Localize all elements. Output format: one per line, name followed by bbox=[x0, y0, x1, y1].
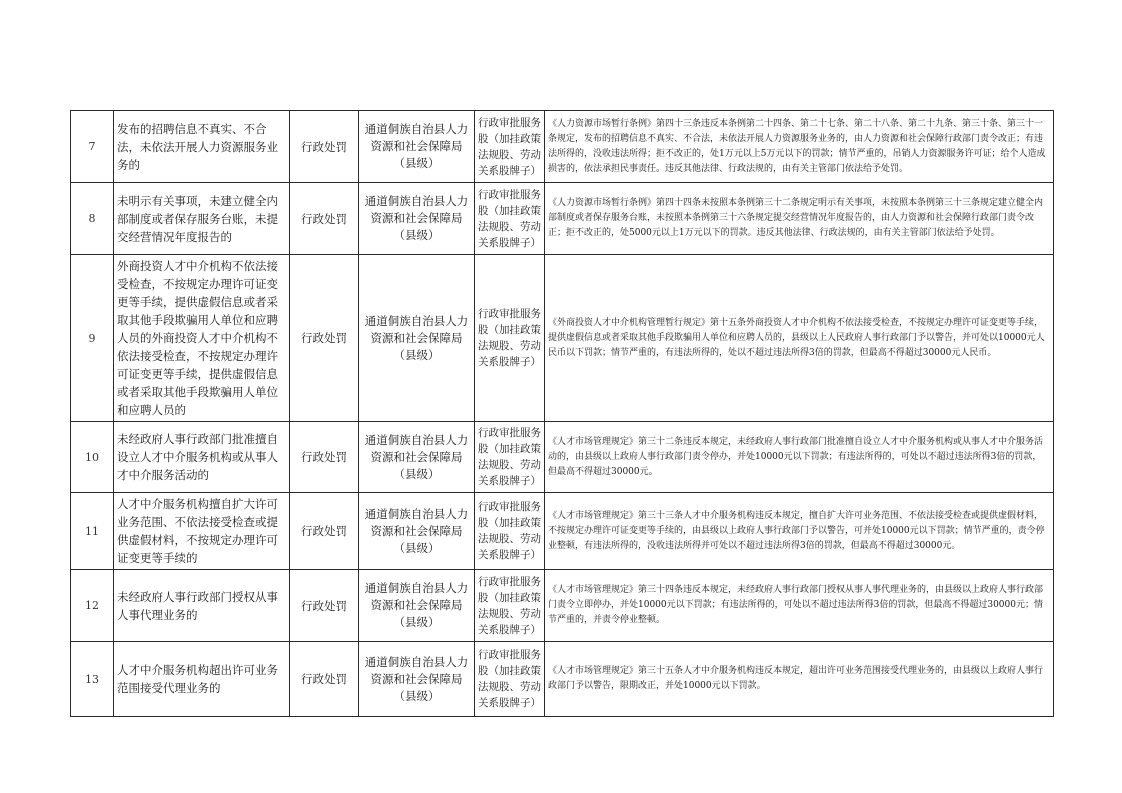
table-row bbox=[71, 183, 1054, 255]
row-number: 11 bbox=[71, 493, 114, 570]
category: 行政处罚 bbox=[290, 111, 359, 183]
legal-basis: 《人力资源市场暂行条例》第四十三条违反本条例第二十四条、第二十七条、第二十八条、第二十九条、第三十条、第三十一条规定，发布的招聘信息不真实、不合法，未依法开展人力资源服务业务的，由人力资源和社会保障行政部门责令改正；有违法所得的，没收违法所得；拒不改正的，处1万元以上5万元以下的罚款；情节严重的，吊销人力资源服务许可证；给个人造成损害的，依法承担民事责任。违反其他法律、行政法规的，由有关主管部门依法给予处罚。 bbox=[545, 111, 1054, 183]
department: 通道侗族自治县人力资源和社会保障局（县级） bbox=[359, 493, 475, 570]
row-number: 8 bbox=[71, 183, 114, 255]
table-body bbox=[71, 111, 1054, 717]
row-number: 13 bbox=[71, 642, 114, 717]
responsible-unit: 行政审批服务股（加挂政策法规股、劳动关系股牌子） bbox=[475, 642, 545, 717]
violation-item: 未经政府人事行政部门批准擅自设立人才中介服务机构或从事人才中介服务活动的 bbox=[114, 422, 290, 493]
table-row bbox=[71, 111, 1054, 183]
category: 行政处罚 bbox=[290, 642, 359, 717]
violation-item: 发布的招聘信息不真实、不合法，未依法开展人力资源服务业务的 bbox=[114, 111, 290, 183]
category: 行政处罚 bbox=[290, 570, 359, 642]
department: 通道侗族自治县人力资源和社会保障局（县级） bbox=[359, 642, 475, 717]
legal-basis: 《人才市场管理规定》第三十五条人才中介服务机构违反本规定，超出许可业务范围接受代理业务的，由县级以上政府人事行政部门予以警告，限期改正，并处10000元以下罚款。 bbox=[545, 642, 1054, 717]
legal-basis: 《人才市场管理规定》第三十二条违反本规定，未经政府人事行政部门批准擅自设立人才中介服务机构或从事人才中介服务活动的，由县级以上政府人事行政部门责令停办，并处10000元以下罚款；有违法所得的，可处以不超过违法所得3倍的罚款，但最高不得超过30000元。 bbox=[545, 422, 1054, 493]
department: 通道侗族自治县人力资源和社会保障局（县级） bbox=[359, 570, 475, 642]
responsible-unit: 行政审批服务股（加挂政策法规股、劳动关系股牌子） bbox=[475, 493, 545, 570]
department: 通道侗族自治县人力资源和社会保障局（县级） bbox=[359, 422, 475, 493]
table-row bbox=[71, 642, 1054, 717]
violation-item: 未经政府人事行政部门授权从事人事代理业务的 bbox=[114, 570, 290, 642]
legal-basis: 《人才市场管理规定》第三十三条人才中介服务机构违反本规定，擅自扩大许可业务范围、不依法接受检查或提供虚假材料，不按规定办理许可证变更等手续的，由县级以上政府人事行政部门予以警告，可并处10000元以下罚款；情节严重的，责令停业整顿，有违法所得的，没收违法所得并可处以不超过违法所得3倍的罚款，但最高不得超过30000元。 bbox=[545, 493, 1054, 570]
responsible-unit: 行政审批服务股（加挂政策法规股、劳动关系股牌子） bbox=[475, 570, 545, 642]
legal-basis: 《人力资源市场暂行条例》第四十四条未按照本条例第三十二条规定明示有关事项，未按照本条例第三十三条规定建立健全内部制度或者保存服务台账，未按照本条例第三十六条规定提交经营情况年度报告的，由人力资源和社会保障行政部门责令改正；拒不改正的，处5000元以上1万元以下的罚款。违反其他法律、行政法规的，由有关主管部门依法给予处罚。 bbox=[545, 183, 1054, 255]
violation-item: 外商投资人才中介机构不依法接受检查，不按规定办理许可证变更等手续，提供虚假信息或者采取其他手段欺骗用人单位和应聘人员的外商投资人才中介机构不依法接受检查，不按规定办理许可证变更等手续，提供虚假信息或者采取其他手段欺骗用人单位和应聘人员的 bbox=[114, 255, 290, 422]
table-row bbox=[71, 570, 1054, 642]
table-row bbox=[71, 422, 1054, 493]
category: 行政处罚 bbox=[290, 493, 359, 570]
responsible-unit: 行政审批服务股（加挂政策法规股、劳动关系股牌子） bbox=[475, 422, 545, 493]
department: 通道侗族自治县人力资源和社会保障局（县级） bbox=[359, 255, 475, 422]
table-row bbox=[71, 255, 1054, 422]
responsible-unit: 行政审批服务股（加挂政策法规股、劳动关系股牌子） bbox=[475, 183, 545, 255]
violation-item: 未明示有关事项，未建立健全内部制度或者保存服务台账，未提交经营情况年度报告的 bbox=[114, 183, 290, 255]
row-number: 9 bbox=[71, 255, 114, 422]
violation-item: 人才中介服务机构超出许可业务范围接受代理业务的 bbox=[114, 642, 290, 717]
responsible-unit: 行政审批服务股（加挂政策法规股、劳动关系股牌子） bbox=[475, 255, 545, 422]
table-row bbox=[71, 493, 1054, 570]
row-number: 12 bbox=[71, 570, 114, 642]
legal-basis: 《人才市场管理规定》第三十四条违反本规定，未经政府人事行政部门授权从事人事代理业务的，由县级以上政府人事行政部门责令立即停办，并处10000元以下罚款；有违法所得的，可处以不超过违法所得3倍的罚款，但最高不得超过30000元；情节严重的，并责令停业整顿。 bbox=[545, 570, 1054, 642]
category: 行政处罚 bbox=[290, 255, 359, 422]
department: 通道侗族自治县人力资源和社会保障局（县级） bbox=[359, 111, 475, 183]
violation-item: 人才中介服务机构擅自扩大许可业务范围、不依法接受检查或提供虚假材料，不按规定办理许可证变更等手续的 bbox=[114, 493, 290, 570]
department: 通道侗族自治县人力资源和社会保障局（县级） bbox=[359, 183, 475, 255]
legal-basis: 《外商投资人才中介机构管理暂行规定》第十五条外商投资人才中介机构不依法接受检查，不按规定办理许可证变更等手续，提供虚假信息或者采取其他手段欺骗用人单位和应聘人员的，县级以上人民政府人事行政部门予以警告，并可处以10000元人民币以下罚款；情节严重的，有违法所得的，处以不超过违法所得3倍的罚款，但最高不得超过30000元人民币。 bbox=[545, 255, 1054, 422]
category: 行政处罚 bbox=[290, 183, 359, 255]
category: 行政处罚 bbox=[290, 422, 359, 493]
responsible-unit: 行政审批服务股（加挂政策法规股、劳动关系股牌子） bbox=[475, 111, 545, 183]
row-number: 10 bbox=[71, 422, 114, 493]
row-number: 7 bbox=[71, 111, 114, 183]
penalty-table bbox=[70, 110, 1054, 717]
